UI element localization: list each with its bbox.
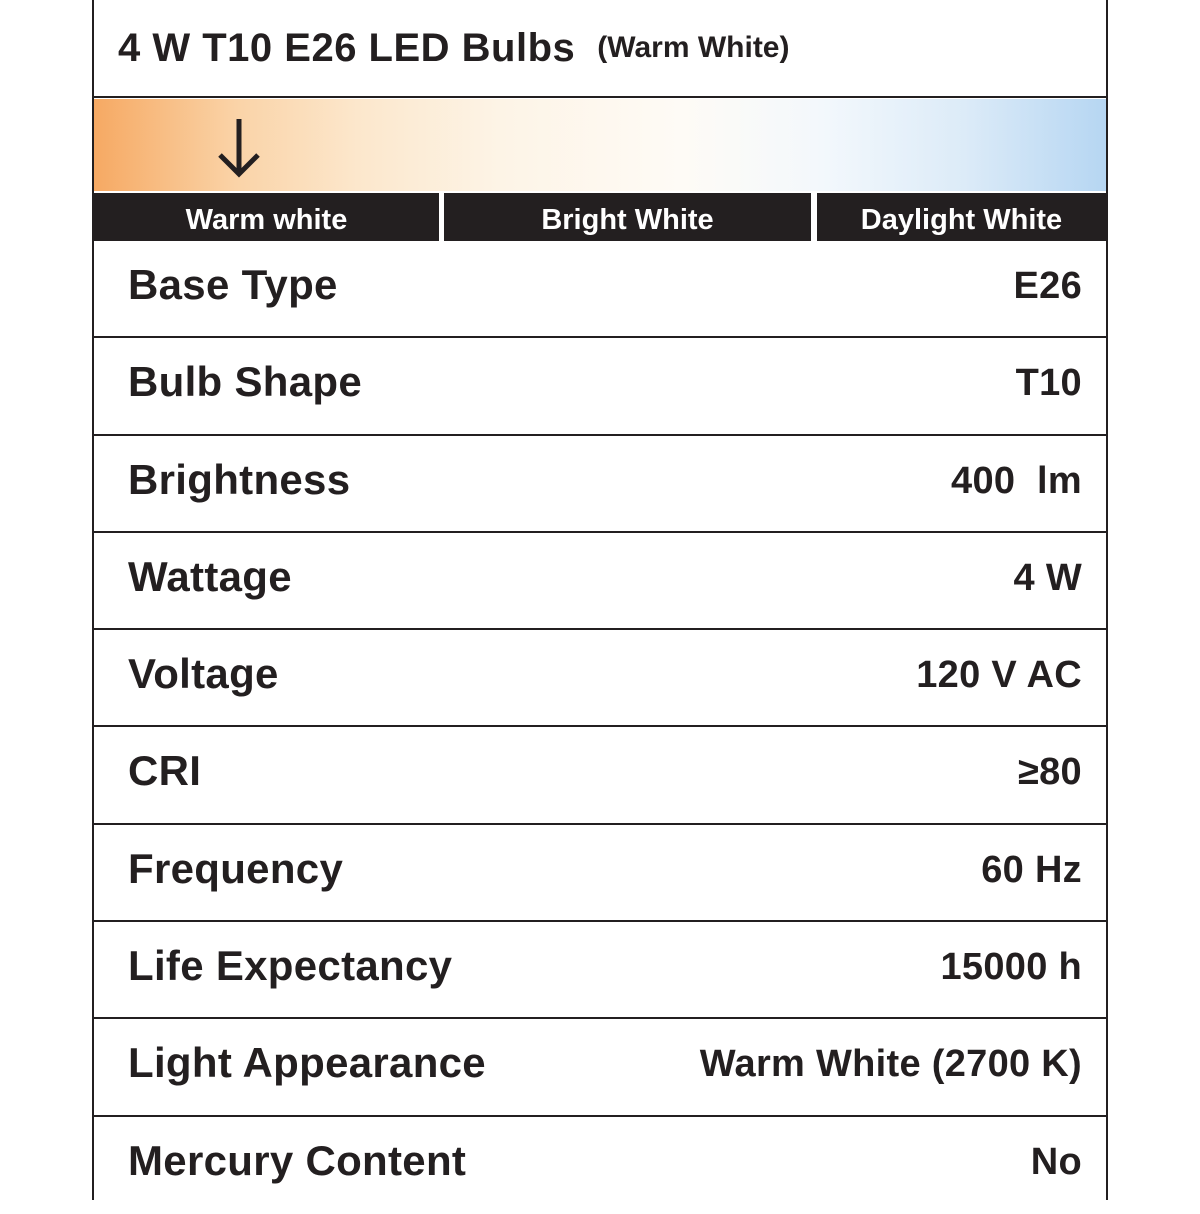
product-title: 4 W T10 E26 LED Bulbs <box>118 25 576 70</box>
spec-value: No <box>1030 1140 1082 1183</box>
spec-row-bulb-shape <box>94 338 1106 435</box>
spec-label: Wattage <box>128 552 292 600</box>
spec-label: Life Expectancy <box>128 942 453 990</box>
spec-row-wattage <box>94 533 1106 630</box>
title-row <box>94 0 1106 98</box>
spec-value: 400 lm <box>951 459 1082 502</box>
label-daylight-white: Daylight White <box>817 193 1106 241</box>
spec-row-life-expectancy <box>94 922 1106 1019</box>
spec-label: Light Appearance <box>128 1039 486 1087</box>
spec-value: Warm White (2700 K) <box>699 1043 1082 1086</box>
spec-row-brightness <box>94 436 1106 533</box>
spec-value: 15000 h <box>940 946 1082 989</box>
spec-row-voltage <box>94 630 1106 727</box>
spec-label: Base Type <box>128 261 338 308</box>
spec-value: ≥80 <box>1017 751 1082 794</box>
spec-label: Voltage <box>128 650 279 698</box>
spec-row-cri <box>94 727 1106 824</box>
spec-sheet <box>92 0 1108 1200</box>
label-warm-white: Warm white <box>94 193 439 241</box>
spec-label: CRI <box>128 747 202 795</box>
spec-value: 120 V AC <box>916 654 1082 697</box>
spec-value: T10 <box>1015 362 1082 405</box>
spec-label: Frequency <box>128 844 344 892</box>
spec-value: 4 W <box>1013 556 1082 599</box>
spec-label: Bulb Shape <box>128 358 363 406</box>
spec-value: E26 <box>1013 265 1082 307</box>
down-arrow-icon <box>214 115 264 179</box>
spec-row-base-type <box>94 241 1106 338</box>
color-temperature-labels <box>94 193 1106 241</box>
spec-label: Mercury Content <box>128 1136 467 1184</box>
spec-row-mercury-content <box>94 1117 1106 1214</box>
spec-value: 60 Hz <box>981 848 1082 891</box>
label-bright-white: Bright White <box>444 193 811 241</box>
spec-label: Brightness <box>128 455 351 503</box>
spec-table <box>94 241 1106 1214</box>
spec-row-frequency <box>94 825 1106 922</box>
color-temperature-gradient <box>94 99 1106 191</box>
product-subtitle: (Warm White) <box>597 31 790 64</box>
spec-row-light-appearance <box>94 1019 1106 1116</box>
